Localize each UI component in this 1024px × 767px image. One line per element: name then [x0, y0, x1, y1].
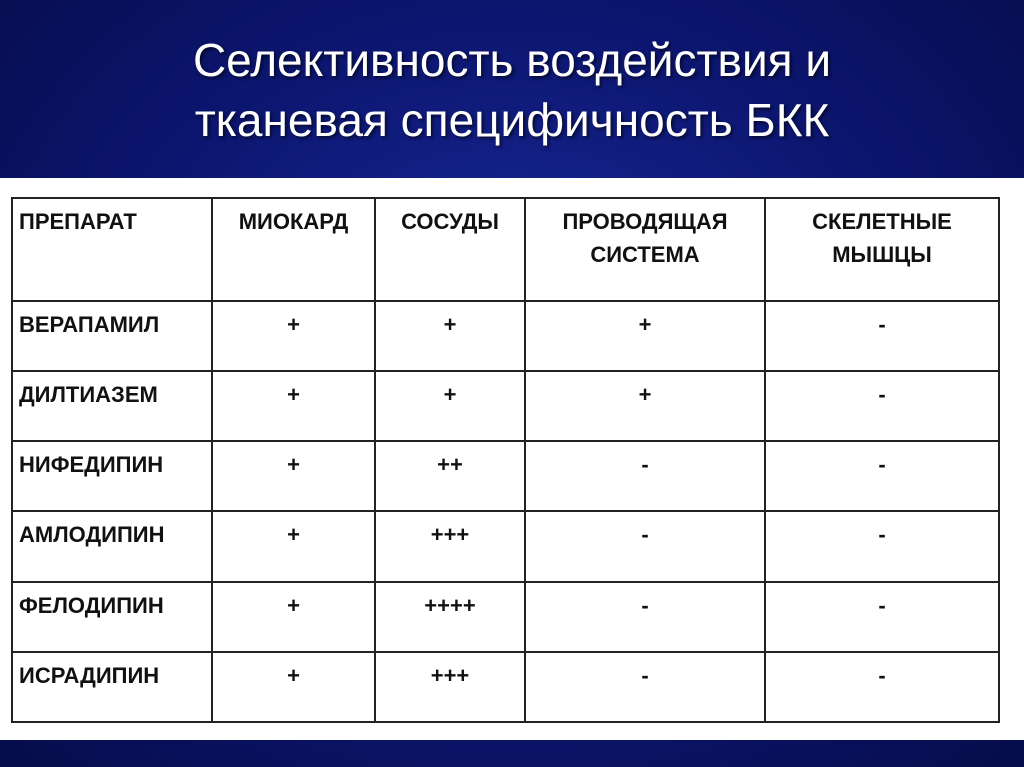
- skeletal-cell: -: [765, 582, 999, 652]
- table-row: [12, 371, 999, 441]
- vessels-cell: ++++: [375, 582, 525, 652]
- vessels-cell: +: [375, 371, 525, 441]
- table-row: [12, 652, 999, 722]
- vessels-cell: +++: [375, 652, 525, 722]
- myocardium-cell: +: [212, 371, 375, 441]
- skeletal-cell: -: [765, 511, 999, 581]
- myocardium-cell: +: [212, 441, 375, 511]
- conduction-cell: -: [525, 441, 765, 511]
- slide-title-line-2: тканевая специфичность БКК: [194, 94, 830, 146]
- conduction-cell: -: [525, 511, 765, 581]
- table-row: [12, 441, 999, 511]
- drug-name: ФЕЛОДИПИН: [12, 582, 212, 652]
- myocardium-cell: +: [212, 582, 375, 652]
- table-panel: [0, 178, 1024, 740]
- vessels-cell: +++: [375, 511, 525, 581]
- vessels-cell: ++: [375, 441, 525, 511]
- drug-name: ИСРАДИПИН: [12, 652, 212, 722]
- myocardium-cell: +: [212, 301, 375, 371]
- header-conduction-system: ПРОВОДЯЩАЯ СИСТЕМА: [525, 198, 765, 301]
- conduction-cell: -: [525, 652, 765, 722]
- drug-name: ДИЛТИАЗЕМ: [12, 371, 212, 441]
- drug-name: АМЛОДИПИН: [12, 511, 212, 581]
- selectivity-table: [11, 197, 1000, 723]
- skeletal-cell: -: [765, 371, 999, 441]
- header-drug: ПРЕПАРАТ: [12, 198, 212, 301]
- conduction-cell: -: [525, 582, 765, 652]
- header-vessels: СОСУДЫ: [375, 198, 525, 301]
- myocardium-cell: +: [212, 652, 375, 722]
- table-row: [12, 301, 999, 371]
- table-row: [12, 511, 999, 581]
- vessels-cell: +: [375, 301, 525, 371]
- skeletal-cell: -: [765, 441, 999, 511]
- slide-title-line-1: Селективность воздействия и: [192, 34, 832, 86]
- table-row: [12, 582, 999, 652]
- drug-name: ВЕРАПАМИЛ: [12, 301, 212, 371]
- slide-title: [0, 30, 1024, 150]
- skeletal-cell: -: [765, 652, 999, 722]
- table-header-row: [12, 198, 999, 301]
- myocardium-cell: +: [212, 511, 375, 581]
- skeletal-cell: -: [765, 301, 999, 371]
- header-skeletal-muscles: СКЕЛЕТНЫЕ МЫШЦЫ: [765, 198, 999, 301]
- header-myocardium: МИОКАРД: [212, 198, 375, 301]
- conduction-cell: +: [525, 371, 765, 441]
- conduction-cell: +: [525, 301, 765, 371]
- drug-name: НИФЕДИПИН: [12, 441, 212, 511]
